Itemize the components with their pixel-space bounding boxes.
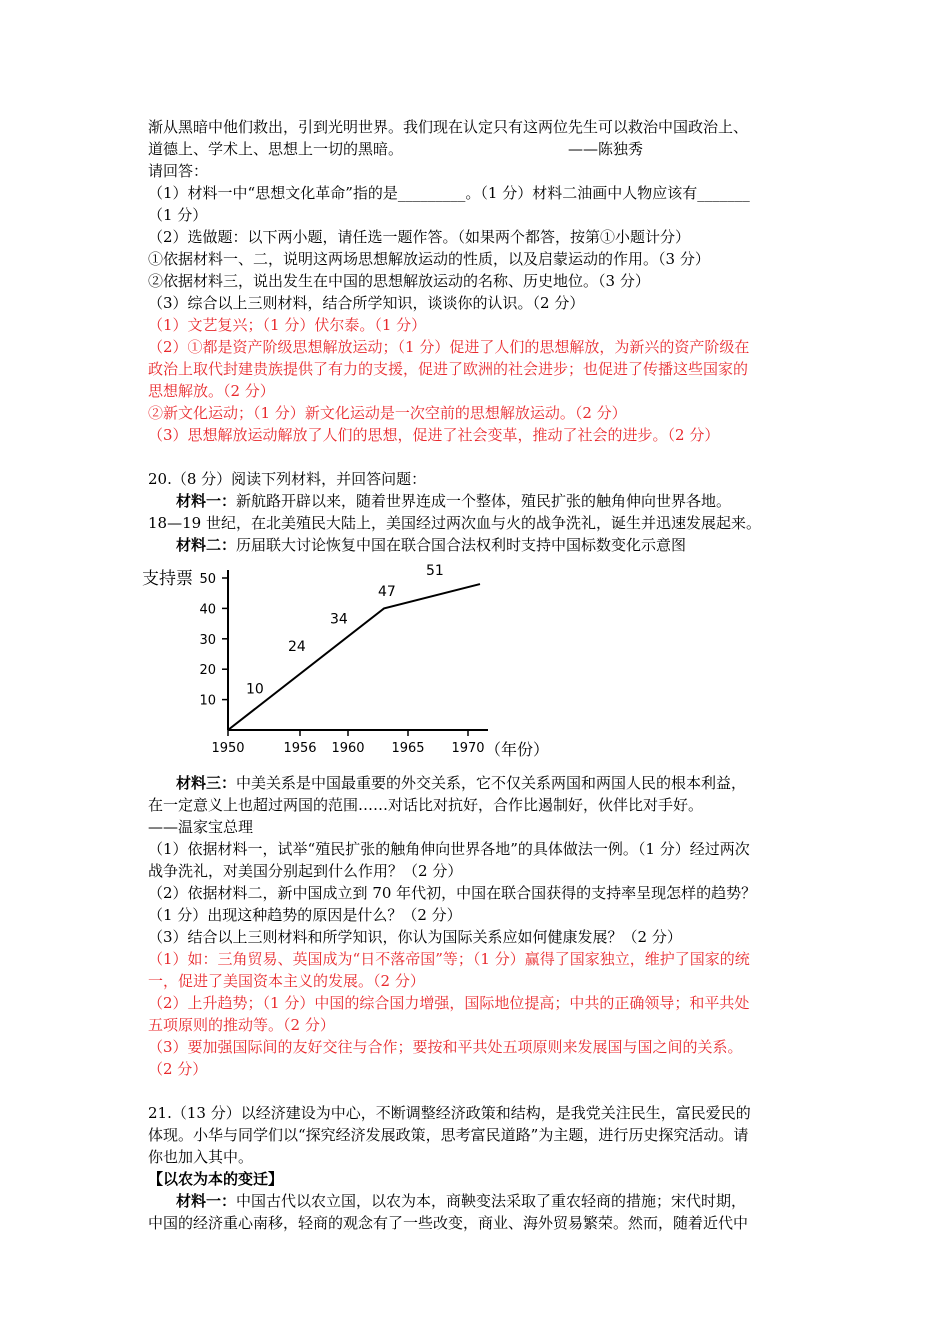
answer-2-cont2: 思想解放。（2 分） [148,382,275,400]
chart-data-label: 24 [288,638,306,655]
q21-material-1: 材料一：中国古代以农立国，以农为本，商鞅变法采取了重农轻商的措施；宋代时期， [176,1192,747,1210]
q20-question-2-cont: （1 分）出现这种趋势的原因是什么？（2 分） [148,906,462,924]
q20-material-3: 材料三：中美关系是中国最重要的外交关系，它不仅关系两国和两国人民的根本利益， [176,774,747,792]
q20-answer-2: （2）上升趋势；（1 分）中国的综合国力增强，国际地位提高；中共的正确领导；和平共处 [148,994,750,1012]
chart-y-tick-label: 10 [199,693,216,709]
question-2a: ①依据材料一、二，说明这两场思想解放运动的性质，以及启蒙运动的作用。（3 分） [148,250,710,268]
q20-answer-3: （3）要加强国际间的友好交往与合作；要按和平共处五项原则来发展国与国之间的关系。 [148,1038,743,1056]
chart-data-label: 34 [330,611,348,628]
chart-data-label: 47 [378,584,396,601]
answer-1: （1）文艺复兴；（1 分）伏尔泰。（1 分） [148,316,427,334]
q21-title: 21.（13 分）以经济建设为中心，不断调整经济政策和结构，是我党关注民生，富民爱民的 [148,1104,751,1122]
q21-line-3: 你也加入其中。 [148,1148,254,1166]
chart-x-axis-label: （年份） [485,740,550,759]
answer-2b: ②新文化运动；（1 分）新文化运动是一次空前的思想解放运动。（2 分） [148,404,627,422]
top-text-line-1: 渐从黑暗中他们救出，引到光明世界。我们现在认定只有这两位先生可以救治中国政治上、 [148,118,749,136]
q21-material-1-cont: 中国的经济重心南移，轻商的观念有了一些改变，商业、海外贸易繁荣。然而，随着近代中 [148,1214,749,1232]
top-text-line-2: 道德上、学术上、思想上一切的黑暗。 ——陈独秀 [148,140,644,158]
answer-2-cont: 政治上取代封建贵族提供了有力的支援，促进了欧洲的社会进步；也促进了传播这些国家的 [148,360,749,378]
chart-x-tick-label: 1956 [283,741,317,756]
chart-y-tick-label: 20 [199,663,216,679]
q20-material-3-author: ——温家宝总理 [148,818,254,836]
q20-answer-3-cont: （2 分） [148,1060,208,1078]
question-1: （1）材料一中“思想文化革命”指的是_________。（1 分）材料二油画中人物应该有_______ [148,184,750,202]
q20-question-2: （2）依据材料二，新中国成立到 70 年代初，中国在联合国获得的支持率呈现怎样的趋势？ [148,884,757,902]
q21-line-2: 体现。小华与同学们以“探究经济发展政策，思考富民道路”为主题，进行历史探究活动。请 [148,1126,749,1144]
chart-x-tick-label: 1965 [391,741,425,756]
q20-material-3-cont: 在一定意义上也超过两国的范围……对话比对抗好，合作比遏制好，伙伴比对手好。 [148,796,704,814]
chart-series-line [228,584,480,730]
chart-y-tick-label: 50 [199,572,216,587]
author-chenduxiu: ——陈独秀 [568,140,644,158]
q21-section-heading: 【以农为本的变迁】 [148,1170,284,1188]
support-votes-line-chart [140,550,560,765]
chart-data-label: 10 [246,681,264,698]
chart-y-axis-label: 支持票 [142,569,193,589]
q20-answer-1-cont: 一，促进了美国资本主义的发展。（2 分） [148,972,425,990]
chart-data-label: 51 [426,562,444,579]
q20-material-2: 材料二：历届联大讨论恢复中国在联合国合法权利时支持中国标数变化示意图 [176,536,687,554]
chart-y-tick-label: 40 [199,602,216,618]
q20-material-1-cont: 18—19 世纪，在北美殖民大陆上，美国经过两次血与火的战争洗礼，诞生并迅速发展起来。 [148,514,761,532]
chart-x-tick-label: 1960 [331,741,365,756]
question-1-cont: （1 分） [148,206,208,224]
q20-question-3: （3）结合以上三则材料和所学知识，你认为国际关系应如何健康发展？（2 分） [148,928,682,946]
answer-3: （3）思想解放运动解放了人们的思想，促进了社会变革，推动了社会的进步。（2 分） [148,426,720,444]
prompt: 请回答： [148,162,209,180]
q20-answer-2-cont: 五项原则的推动等。（2 分） [148,1016,335,1034]
chart-x-tick-label: 1950 [211,741,245,756]
answer-2: （2）①都是资产阶级思想解放运动；（1 分）促进了人们的思想解放，为新兴的资产阶级在 [148,338,750,356]
q20-title: 20.（8 分）阅读下列材料，并回答问题： [148,470,427,488]
q20-question-1: （1）依据材料一，试举“殖民扩张的触角伸向世界各地”的具体做法一例。（1 分）经过两次 [148,840,750,858]
q20-answer-1: （1）如：三角贸易、英国成为“日不落帝国”等；（1 分）赢得了国家独立，维护了国家的统 [148,950,750,968]
chart-y-tick-label: 30 [199,632,216,648]
chart-x-tick-label: 1970 [451,741,485,756]
q20-question-1-cont: 战争洗礼，对美国分别起到什么作用？（2 分） [148,862,463,880]
q20-material-1: 材料一：新航路开辟以来，随着世界连成一个整体，殖民扩张的触角伸向世界各地。 [176,492,732,510]
question-2: （2）选做题：以下两小题，请任选一题作答。（如果两个都答，按第①小题计分） [148,228,691,246]
question-2b: ②依据材料三，说出发生在中国的思想解放运动的名称、历史地位。（3 分） [148,272,650,290]
question-3: （3）综合以上三则材料，结合所学知识，谈谈你的认识。（2 分） [148,294,585,312]
